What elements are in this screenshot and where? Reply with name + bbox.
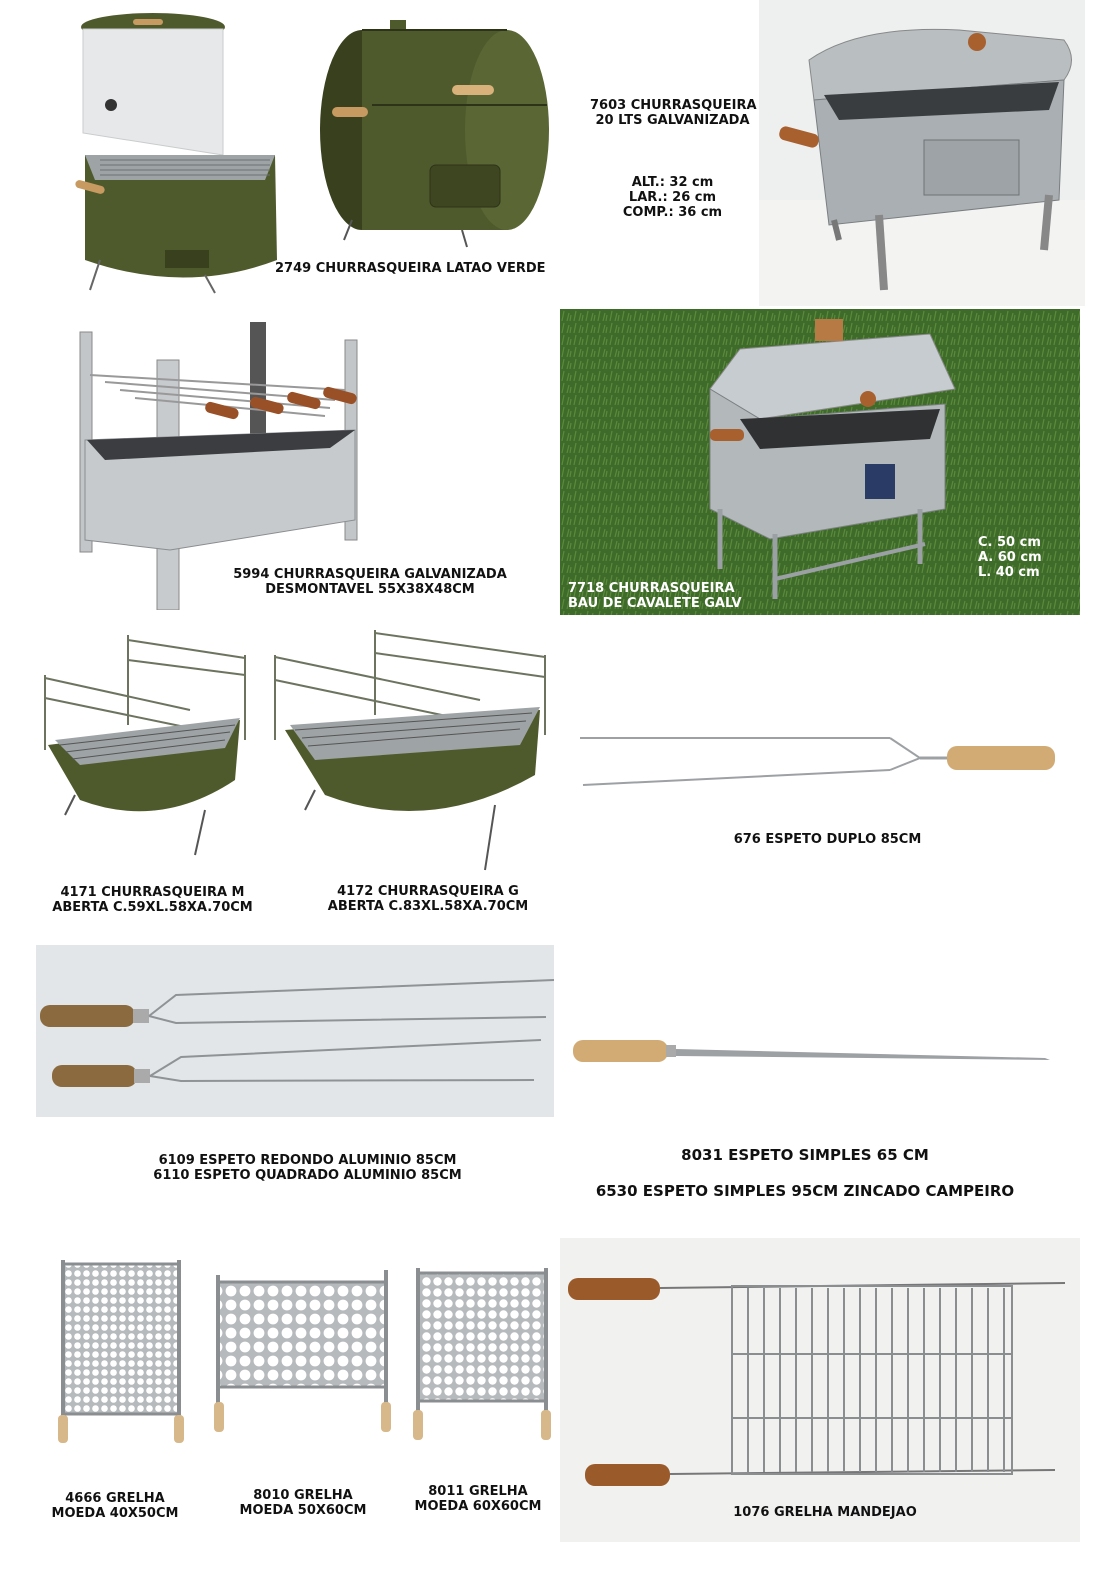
- coin-grid-icon: [210, 1270, 395, 1440]
- dimension-height: A. 60 cm: [978, 550, 1042, 565]
- caption-line-1: 4172 CHURRASQUEIRA G: [337, 884, 519, 899]
- product-676-image: [575, 730, 1060, 800]
- product-8010-image: [210, 1270, 395, 1440]
- caption-line-1: 4171 CHURRASQUEIRA M: [60, 885, 245, 900]
- dimension-width: L. 40 cm: [978, 565, 1040, 580]
- caption-line-2: 6530 ESPETO SIMPLES 95CM ZINCADO CAMPEIRO: [595, 1182, 1015, 1200]
- dimension-height: ALT.: 32 cm: [631, 175, 714, 190]
- galvanized-grill-icon: [759, 0, 1085, 306]
- caption-line-1: 5994 CHURRASQUEIRA GALVANIZADA: [233, 567, 507, 582]
- product-8011-caption: [413, 1484, 543, 1514]
- aluminium-skewer-icon: [36, 945, 554, 1117]
- double-skewer-icon: [575, 730, 1060, 800]
- product-4172-caption: [318, 884, 538, 914]
- product-8010-caption: [238, 1488, 368, 1518]
- product-8031-caption: [595, 1146, 1015, 1200]
- product-2749-caption: [275, 261, 546, 276]
- barrel-grill-open-icon: [55, 5, 285, 295]
- product-4666-caption: [50, 1491, 180, 1521]
- product-8011-image: [410, 1265, 555, 1445]
- caption-line-2: DESMONTAVEL 55X38X48CM: [265, 582, 475, 597]
- product-8031-image: [565, 1030, 1055, 1075]
- caption-line-2: ABERTA C.59XL.58XA.70CM: [52, 900, 253, 915]
- product-7603-dimensions: [610, 175, 735, 220]
- product-7603-caption: [590, 98, 755, 128]
- caption-line-1: 8010 GRELHA: [253, 1488, 353, 1503]
- open-barrel-grill-icon: [40, 630, 255, 860]
- product-7718-image: [560, 309, 1080, 615]
- caption-line-2: MOEDA 40X50CM: [51, 1506, 179, 1521]
- product-7603-image: [759, 0, 1085, 306]
- barrel-grill-closed-icon: [312, 15, 557, 255]
- product-2749-open-image: [55, 5, 285, 295]
- coin-grid-icon: [410, 1265, 555, 1445]
- caption-text: 1076 GRELHA MANDEJAO: [733, 1505, 917, 1520]
- caption-line-2: 20 LTS GALVANIZADA: [595, 113, 750, 128]
- mandejao-grid-icon: [560, 1238, 1080, 1542]
- caption-line-1: 8011 GRELHA: [428, 1484, 528, 1499]
- product-1076-image: [560, 1238, 1080, 1542]
- caption-line-2: 6110 ESPETO QUADRADO ALUMINIO 85CM: [153, 1168, 462, 1183]
- product-4171-caption: [45, 885, 260, 915]
- simple-skewer-icon: [565, 1030, 1055, 1075]
- caption-line-1: 4666 GRELHA: [65, 1491, 165, 1506]
- caption-line-2: BAU DE CAVALETE GALV: [568, 596, 742, 611]
- product-5994-caption: [230, 567, 510, 597]
- product-7718-dimensions: [978, 535, 1058, 580]
- caption-text: 676 ESPETO DUPLO 85CM: [733, 832, 922, 847]
- dimension-length: COMP.: 36 cm: [622, 205, 723, 220]
- caption-text: 2749 CHURRASQUEIRA LATAO VERDE: [275, 261, 546, 276]
- product-6109-image: [36, 945, 554, 1117]
- open-barrel-grill-icon: [270, 625, 555, 875]
- caption-line-2: ABERTA C.83XL.58XA.70CM: [327, 899, 529, 914]
- dimension-length: C. 50 cm: [978, 535, 1041, 550]
- product-4666-image: [55, 1260, 185, 1445]
- product-7718-caption: [568, 581, 758, 611]
- caption-line-2: MOEDA 60X60CM: [414, 1499, 542, 1514]
- product-4172-image: [270, 625, 555, 875]
- caption-line-1: 6109 ESPETO REDONDO ALUMINIO 85CM: [158, 1153, 457, 1168]
- product-2749-closed-image: [312, 15, 557, 255]
- product-4171-image: [40, 630, 255, 860]
- caption-line-1: 8031 ESPETO SIMPLES 65 CM: [681, 1146, 929, 1164]
- product-6109-caption: [150, 1153, 465, 1183]
- caption-line-2: MOEDA 50X60CM: [239, 1503, 367, 1518]
- product-1076-caption: [725, 1505, 925, 1520]
- dimension-width: LAR.: 26 cm: [628, 190, 717, 205]
- product-676-caption: [730, 832, 925, 847]
- caption-line-1: 7718 CHURRASQUEIRA: [568, 581, 735, 596]
- caption-line-1: 7603 CHURRASQUEIRA: [590, 98, 757, 113]
- coin-grid-icon: [55, 1260, 185, 1445]
